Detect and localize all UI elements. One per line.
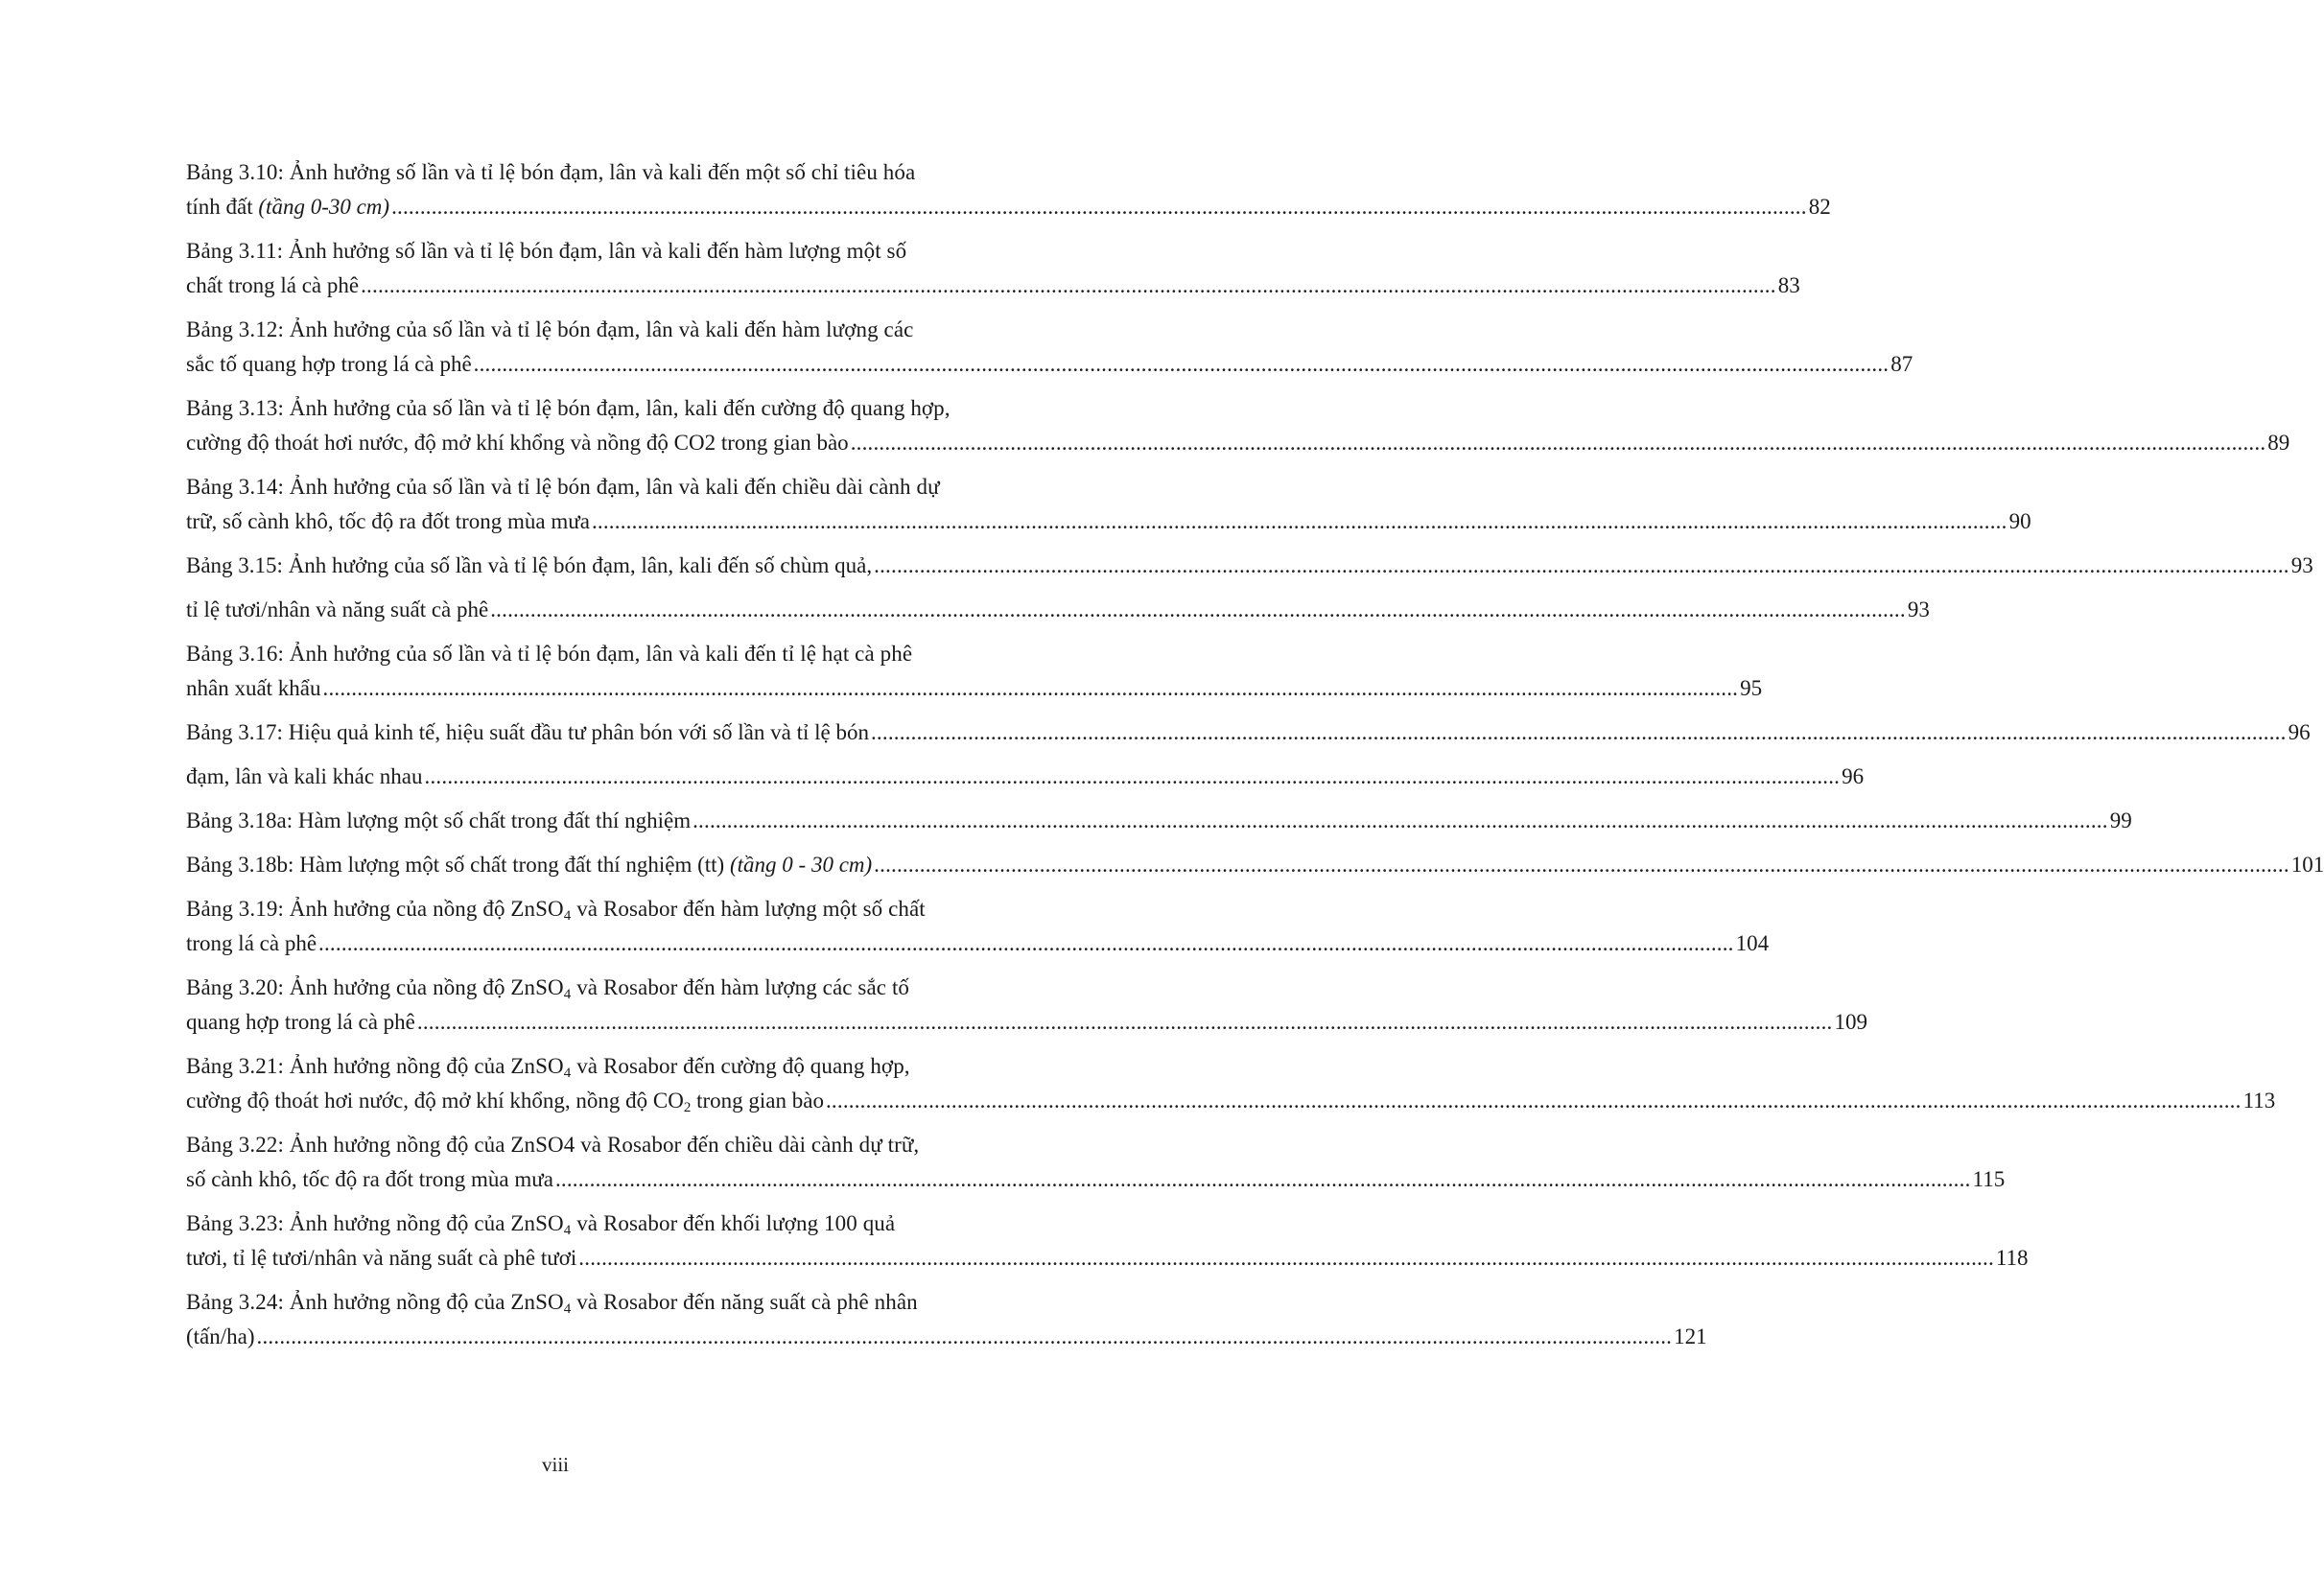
- entry-title: Bảng 3.13: Ảnh hưởng của số lần và tỉ lệ bón đạm, lân, kali đến cường độ quang hợp,: [186, 396, 951, 420]
- toc-entry-3-14[interactable]: [186, 470, 2031, 539]
- entry-title: Bảng 3.21: Ảnh hưởng nồng độ của ZnSO$_4$ và Rosabor đến cường độ quang hợp,: [186, 1054, 910, 1081]
- toc-entry-3-17[interactable]: [186, 715, 2311, 750]
- dot-leader: [592, 504, 2007, 539]
- dot-leader: [871, 715, 2287, 750]
- entry-title-cont: quang hợp trong lá cà phê: [186, 1010, 415, 1034]
- entry-title: Bảng 3.16: Ảnh hưởng của số lần và tỉ lệ bón đạm, lân và kali đến tỉ lệ hạt cà phê: [186, 642, 913, 666]
- page-number: 83: [1777, 273, 1800, 297]
- entry-title: Bảng 3.22: Ảnh hưởng nồng độ của ZnSO4 và Rosabor đến chiều dài cành dự trữ,: [186, 1133, 920, 1157]
- entry-title: đạm, lân và kali khác nhau: [186, 764, 423, 788]
- dot-leader: [391, 190, 1807, 224]
- dot-leader: [318, 926, 1734, 961]
- toc-entry-3-15[interactable]: [186, 549, 2313, 583]
- dot-leader: [874, 549, 2289, 583]
- dot-leader: [323, 671, 1739, 706]
- page-number: 93: [1907, 598, 1930, 621]
- entry-title-cont: cường độ thoát hơi nước, độ mở khí khổng, nồng độ $CO_2$ trong gian bào: [186, 1089, 824, 1115]
- entry-title: Bảng 3.18a: Hàm lượng một số chất trong đất thí nghiệm: [186, 808, 692, 832]
- table-of-tables: [186, 155, 2324, 1364]
- dot-leader: [826, 1084, 2242, 1118]
- entry-title: Bảng 3.17: Hiệu quả kinh tế, hiệu suất đầu tư phân bón với số lần và tỉ lệ bón: [186, 720, 869, 744]
- entry-title: Bảng 3.12: Ảnh hưởng của số lần và tỉ lệ bón đạm, lân và kali đến hàm lượng các: [186, 317, 914, 341]
- entry-title: Bảng 3.24: Ảnh hưởng nồng độ của ZnSO$_4$ và Rosabor đến năng suất cà phê nhân: [186, 1290, 918, 1317]
- dot-leader: [555, 1162, 1971, 1197]
- toc-entry-3-24[interactable]: [186, 1285, 1707, 1354]
- entry-title-cont: số cành khô, tốc độ ra đốt trong mùa mưa: [186, 1167, 553, 1191]
- entry-title: Bảng 3.23: Ảnh hưởng nồng độ của ZnSO$_4$ và Rosabor đến khối lượng 100 quả: [186, 1211, 896, 1238]
- page-number: 101: [2290, 853, 2324, 877]
- page-number: 99: [2109, 808, 2132, 832]
- entry-title-cont: sắc tố quang hợp trong lá cà phê: [186, 352, 472, 376]
- entry-title: Bảng 3.18b: Hàm lượng một số chất trong đất thí nghiệm (tt): [186, 853, 730, 877]
- page-number: 82: [1808, 195, 1831, 219]
- entry-note: (tầng 0-30 cm): [258, 195, 390, 219]
- entry-title: Bảng 3.10: Ảnh hưởng số lần và tỉ lệ bón đạm, lân và kali đến một số chỉ tiêu hóa: [186, 160, 916, 184]
- toc-entry-3-10[interactable]: [186, 155, 1831, 224]
- entry-title-cont: cường độ thoát hơi nước, độ mở khí khổng và nồng độ CO2 trong gian bào: [186, 431, 849, 455]
- dot-leader: [490, 593, 1906, 627]
- dot-leader: [874, 848, 2289, 882]
- page-footer-number: viii: [541, 1453, 569, 1476]
- page-number: 121: [1674, 1324, 1707, 1348]
- page-number: 93: [2290, 553, 2313, 577]
- toc-entry-3-15-cont[interactable]: [186, 593, 1930, 627]
- entry-title: tỉ lệ tươi/nhân và năng suất cà phê: [186, 598, 489, 621]
- toc-entry-3-12[interactable]: [186, 313, 1913, 382]
- entry-title: Bảng 3.19: Ảnh hưởng của nồng độ ZnSO$_4$ và Rosabor đến hàm lượng một số chất: [186, 897, 926, 924]
- toc-entry-3-20[interactable]: [186, 971, 1868, 1040]
- toc-entry-3-19[interactable]: [186, 892, 1770, 961]
- entry-title: Bảng 3.14: Ảnh hưởng của số lần và tỉ lệ bón đạm, lân và kali đến chiều dài cành dự: [186, 475, 940, 499]
- entry-title-cont: tính đất: [186, 195, 259, 219]
- page-number: 109: [1834, 1010, 1868, 1034]
- page-number: 90: [2008, 509, 2031, 533]
- dot-leader: [693, 804, 2108, 838]
- toc-entry-3-21[interactable]: [186, 1049, 2276, 1118]
- page-number: 95: [1740, 676, 1763, 700]
- entry-title-cont: chất trong lá cà phê: [186, 273, 360, 297]
- dot-leader: [257, 1320, 1673, 1354]
- toc-entry-3-23[interactable]: [186, 1207, 2029, 1276]
- toc-entry-3-18b[interactable]: [186, 848, 2324, 882]
- toc-entry-3-17-cont[interactable]: [186, 760, 1865, 794]
- toc-entry-3-18a[interactable]: [186, 804, 2132, 838]
- page-number: 113: [2242, 1089, 2276, 1113]
- entry-title: Bảng 3.20: Ảnh hưởng của nồng độ ZnSO$_4$ và Rosabor đến hàm lượng các sắc tố: [186, 975, 910, 1002]
- page-number: 104: [1735, 931, 1770, 955]
- entry-note: (tầng 0 - 30 cm): [729, 853, 873, 877]
- entry-title-cont: (tấn/ha): [186, 1324, 255, 1348]
- entry-title-cont: trữ, số cành khô, tốc độ ra đốt trong mùa mưa: [186, 509, 590, 533]
- toc-entry-3-22[interactable]: [186, 1128, 2006, 1197]
- page-number: 89: [2267, 431, 2290, 455]
- page-number: 96: [1842, 764, 1865, 788]
- page-number: 115: [1972, 1167, 2006, 1191]
- toc-entry-3-16[interactable]: [186, 637, 1763, 706]
- dot-leader: [474, 347, 1890, 382]
- dot-leader: [361, 269, 1776, 303]
- dot-leader: [851, 426, 2266, 460]
- page-number: 87: [1890, 352, 1913, 376]
- entry-title: Bảng 3.11: Ảnh hưởng số lần và tỉ lệ bón đạm, lân và kali đến hàm lượng một số: [186, 239, 907, 263]
- entry-title-cont: tươi, tỉ lệ tươi/nhân và năng suất cà phê tươi: [186, 1246, 577, 1270]
- toc-entry-3-13[interactable]: [186, 391, 2290, 460]
- entry-title: Bảng 3.15: Ảnh hưởng của số lần và tỉ lệ bón đạm, lân, kali đến số chùm quả,: [186, 553, 873, 577]
- entry-title-cont: trong lá cà phê: [186, 931, 317, 955]
- page-number: 96: [2288, 720, 2311, 744]
- dot-leader: [417, 1005, 1833, 1040]
- page-number: 118: [1995, 1246, 2029, 1270]
- toc-entry-3-11[interactable]: [186, 234, 1800, 303]
- entry-title-cont: nhân xuất khẩu: [186, 676, 321, 700]
- dot-leader: [425, 760, 1841, 794]
- dot-leader: [578, 1241, 1994, 1276]
